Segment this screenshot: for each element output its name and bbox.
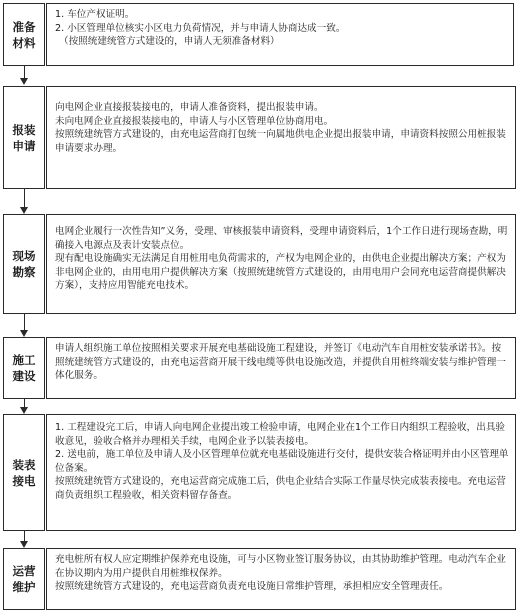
step-label [3,86,45,189]
step-label [3,214,45,314]
step-text-line: 向电网企业直接报装接电的，申请人准备资料，提出报装申请。 [55,102,324,113]
step-text-line: 1. 车位产权证明。 [55,9,135,20]
step-label-line: 准备 [12,19,36,34]
arrow-down-icon [20,407,28,414]
step-text-line: 电网企业履行一次性告知”义务，受理、审核报装申请资料，受理申请资料后，1个工作日进行现场查勘，明确接入电源点及表计安装点位。 [55,226,508,251]
step-text-line: 按照统建统管方式建设的，充电运营商负责充电设施日常维护管理，承担相应安全管理责任。 [55,581,449,593]
step-text-line: 2. 小区管理单位核实小区电力负荷情况，并与申请人协商达成一致。 [55,22,346,34]
step-text-line: 申请人组织施工单位按照相关要求开展充电基础设施工程建设，并签订《电动汽车自用桩安装承诺书》。按照统建统管方式建设的，由充电运营商开展干线电缆等供电设施改造，并提供自用桩终端安装与维护管理一体化服务。 [55,343,506,382]
step-label-line: 接电 [12,473,36,488]
arrow-down-icon [20,330,28,337]
step-label-line: 勘察 [12,265,36,279]
step-text-line: 充电桩所有权人应定期维护保养充电设施，可与小区物业签订服务协议，由其协助维护管理。电动汽车企业在协议期内为用户提供自用桩维权保养。 [55,554,506,579]
step-label-line: 施工 [12,353,36,367]
step-content [46,548,516,610]
step-text-line: 1. 工程建设完工后，申请人向电网企业提出竣工检验申请，电网企业在1个工作日内组织工程验收，出具验收意见，验收合格并办理相关手续，电网企业予以装表接电。 [55,422,506,447]
step-text-line: 按照统建统管方式建设的，由充电运营商打包统一向属地供电企业提出报装申请，申请资料按照公用桩报装申请要求办理。 [55,129,506,154]
step-text-line: 2. 送电前，施工单位及申请人及小区管理单位就充电基础设施进行交付，提供安装合格证明并由小区管理单位备案。 [55,449,509,474]
step-text-line: 按照统建统管方式建设的，充电运营商完成施工后，供电企业结合实际工作量尽快完成装表接电。充电运营商负责组织工程验收，相关资料留存备查。 [55,476,506,501]
arrow-line [24,189,25,208]
step-label [3,337,45,399]
step-label-line: 维护 [12,580,36,594]
step-label-line: 申请 [12,138,36,153]
step-label-line: 报装 [12,122,36,137]
step-label-line: 建设 [12,369,36,383]
step-label-line: 装表 [12,457,36,472]
step-text-line: （按照统建统管方式建设的，申请人无须准备材料） [59,36,280,48]
step-content [46,414,516,531]
step-label-line: 运营 [12,564,36,578]
step-content [46,3,514,66]
step-content [46,337,516,399]
step-content [46,214,516,314]
step-text-line: 未向电网企业直接报装接电的，申请人与小区管理单位协商用电。 [55,115,334,127]
arrow-line [24,314,25,331]
step-label [3,548,45,610]
step-text-line: 现有配电设施确实无法满足自用桩用电负荷需求的，产权为电网企业的，由供电企业提出解决方案；产权为非电网企业的，由用电用户提供解决方案（按照统建统管方式建设的，由用电用户会同充电运营商提供解决方案），支持应用智能充电技术。 [55,253,506,292]
arrow-down-icon [20,207,28,214]
step-content [46,86,516,189]
step-label [3,3,45,66]
step-label-line: 现场 [12,249,36,263]
step-label-line: 材料 [12,35,36,50]
arrow-down-icon [20,78,28,85]
arrow-down-icon [20,541,28,548]
step-label [3,414,45,531]
